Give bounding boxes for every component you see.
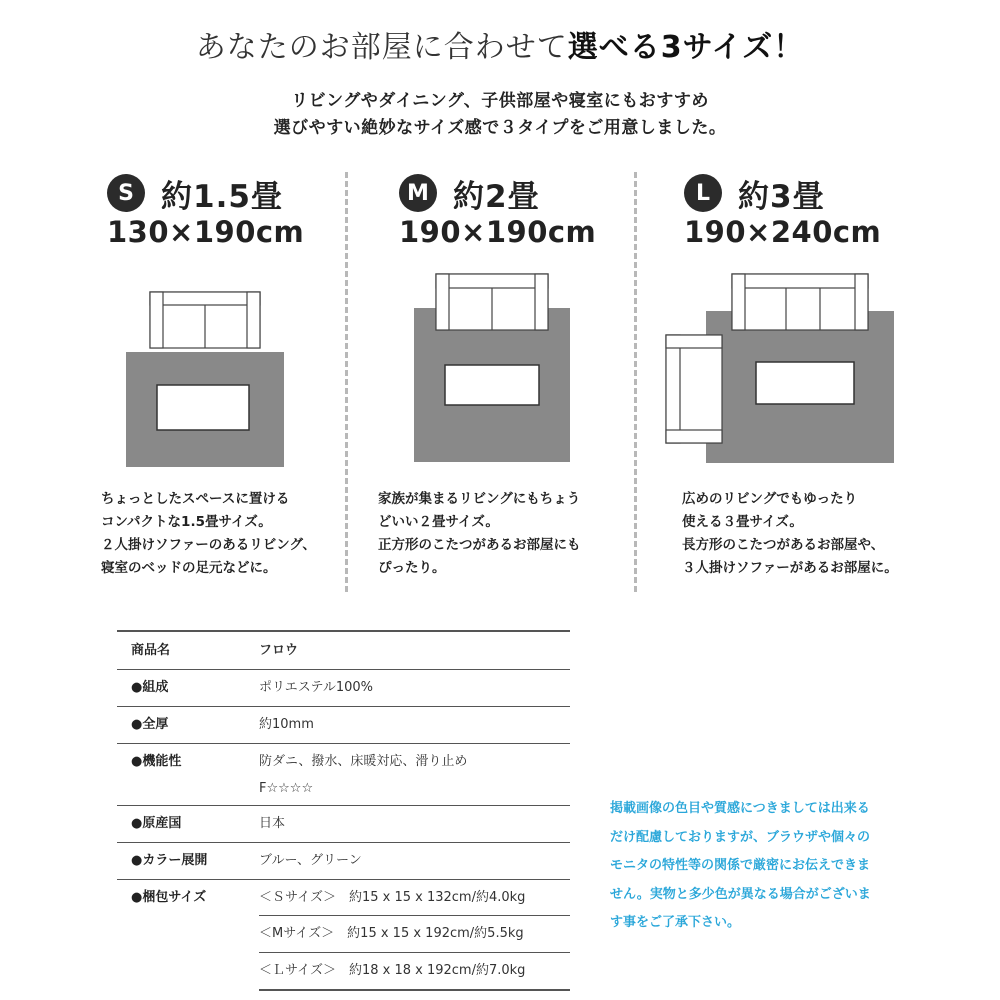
size-s-desc-line: 寝室のベッドの足元などに。 <box>101 560 277 576</box>
spec-label: ●全厚 <box>131 717 169 732</box>
spec-value: 日本 <box>259 816 286 831</box>
size-m-dimensions: 190×190cm <box>399 215 597 249</box>
disclaimer-line: 掲載画像の色目や質感につきましては出来る <box>610 801 870 816</box>
spec-value: ポリエステル100% <box>259 680 373 695</box>
size-m-panel <box>399 173 596 249</box>
column-divider-2 <box>634 172 637 592</box>
size-l-desc-line: ３人掛けソファーがあるお部屋に。 <box>682 560 898 576</box>
three-seat-sofa-icon <box>732 274 868 330</box>
size-s-desc-line: ちょっとしたスペースに置ける <box>101 491 290 507</box>
size-m-desc-line: 家族が集まるリビングにもちょう <box>378 491 581 507</box>
spec-label: ●カラー展開 <box>131 853 208 868</box>
intro-line-2: 選びやすい絶妙なサイズ感で３タイプをご用意しました。 <box>273 118 727 138</box>
spec-value: ＜Ｓサイズ＞ 約15 x 15 x 132cm/約4.0kg <box>259 880 570 916</box>
size-s-desc-line: ２人掛けソファーのあるリビング、 <box>101 537 316 553</box>
loveseat-icon <box>150 292 260 348</box>
spec-label: ●梱包サイズ <box>131 890 207 905</box>
size-l-panel <box>684 173 881 249</box>
disclaimer-line: す事をご了承下さい。 <box>610 915 741 930</box>
size-m-desc-line: どいい２畳サイズ。 <box>378 514 499 530</box>
size-s-desc-line: コンパクトな1.5畳サイズ。 <box>101 514 272 530</box>
headline-lead: あなたのお部屋に合わせて <box>195 30 568 65</box>
spec-value: フロウ <box>259 643 299 658</box>
size-m-illustration <box>400 268 590 468</box>
size-l-description <box>682 488 898 580</box>
spec-row-thickness <box>117 707 570 744</box>
sofa-icon <box>436 274 548 330</box>
size-l-desc-line: 広めのリビングでもゆったり <box>682 491 858 507</box>
size-l-mats: 約3畳 <box>738 178 825 215</box>
size-m-mats: 約2畳 <box>453 178 540 215</box>
size-l-desc-line: 長方形のこたつがあるお部屋や、 <box>682 537 885 553</box>
spec-packaging-l: ＜Ｌサイズ＞ 約18 x 18 x 192cm/約7.0kg <box>259 953 570 991</box>
spec-label: ●原産国 <box>131 816 182 831</box>
spec-value-rating: F☆☆☆☆ <box>259 781 314 796</box>
intro-line-1: リビングやダイニング、子供部屋や寝室にもおすすめ <box>291 91 709 111</box>
spec-value: ブルー、グリーン <box>259 853 362 868</box>
spec-table <box>117 630 570 991</box>
spec-label: ●機能性 <box>131 754 182 769</box>
table-icon <box>157 385 249 430</box>
table-icon <box>445 365 539 405</box>
spec-row-colors <box>117 843 570 880</box>
spec-row-origin <box>117 806 570 843</box>
size-s-panel <box>107 173 304 249</box>
spec-row-packaging <box>117 880 570 916</box>
size-l-illustration <box>662 268 902 468</box>
table-icon <box>756 362 854 404</box>
disclaimer-line: だけ配慮しておりますが、ブラウザや個々の <box>610 829 871 845</box>
spec-row-name <box>117 630 570 670</box>
size-m-desc-line: ぴったり。 <box>378 560 446 576</box>
spec-label: 商品名 <box>131 643 171 658</box>
spec-row-material <box>117 670 570 707</box>
size-l-badge: L <box>684 174 722 212</box>
headline-emphasis: 選べる3サイズ！ <box>567 30 805 65</box>
size-m-heading <box>399 173 596 213</box>
size-l-heading <box>684 173 881 213</box>
spec-value: 約10mm <box>259 717 314 732</box>
page-headline <box>0 22 1000 66</box>
size-s-illustration <box>120 285 290 475</box>
spec-packaging-m: ＜Mサイズ＞ 約15 x 15 x 192cm/約5.5kg <box>259 916 570 953</box>
size-s-badge: S <box>107 174 145 212</box>
disclaimer-line: モニタの特性等の関係で厳密にお伝えできま <box>610 858 871 873</box>
column-divider-1 <box>345 172 348 592</box>
size-s-dimensions: 130×190cm <box>107 215 305 249</box>
spec-value: 防ダニ、撥水、床暖対応、滑り止め <box>259 754 468 769</box>
size-m-desc-line: 正方形のこたつがあるお部屋にも <box>378 537 581 553</box>
size-l-dimensions: 190×240cm <box>684 215 882 249</box>
armchair-icon <box>666 335 722 443</box>
size-l-desc-line: 使える３畳サイズ。 <box>682 514 803 530</box>
size-m-badge: M <box>399 174 437 212</box>
size-s-description <box>101 488 316 580</box>
disclaimer-line: せん。実物と多少色が異なる場合がございま <box>610 886 871 902</box>
size-m-description <box>378 488 581 580</box>
spec-label: ●組成 <box>131 680 169 695</box>
spec-row-features <box>117 744 570 806</box>
size-s-mats: 約1.5畳 <box>161 178 283 215</box>
size-s-heading <box>107 173 304 213</box>
color-disclaimer <box>610 795 900 938</box>
